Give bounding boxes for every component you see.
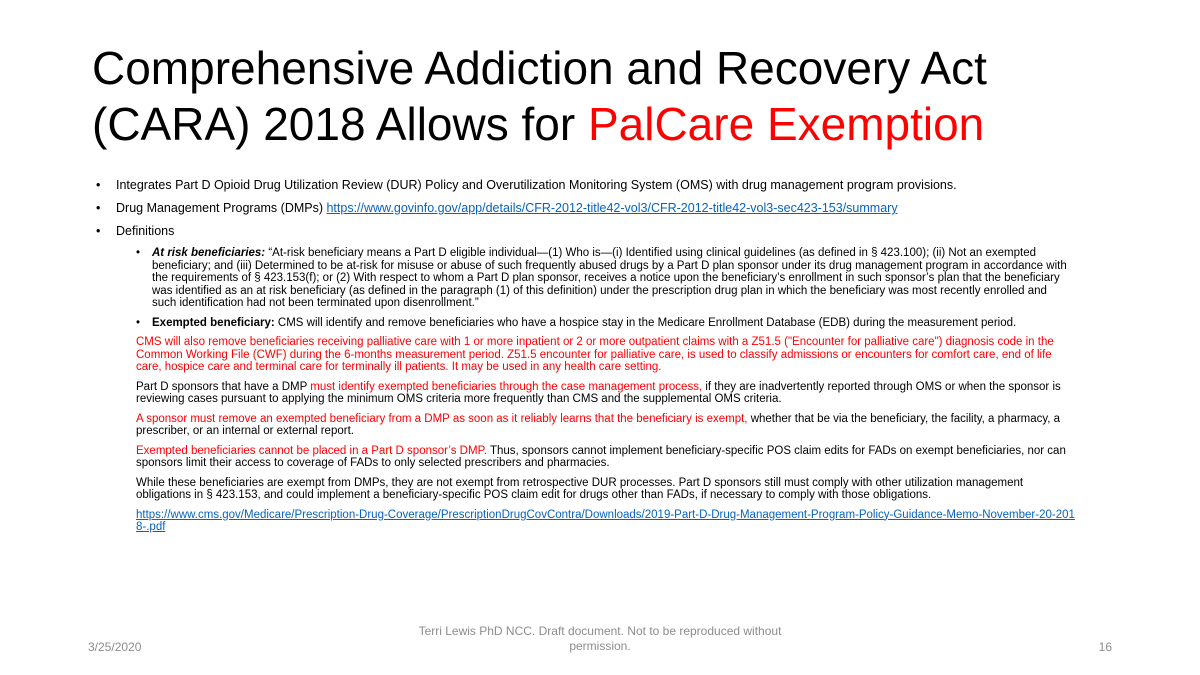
definition-exempted bbox=[136, 317, 1072, 330]
p4-highlight: Exempted beneficiaries cannot be placed in a Part D sponsor’s DMP. bbox=[136, 444, 487, 457]
slide-content bbox=[92, 178, 1132, 541]
title-accent: PalCare Exemption bbox=[587, 98, 985, 150]
sponsor-remove-paragraph bbox=[136, 413, 1076, 438]
bullet-dmps bbox=[92, 201, 1132, 216]
footer-page-number: 16 bbox=[1098, 640, 1112, 654]
p2-start: Part D sponsors that have a DMP bbox=[136, 380, 311, 393]
bullet-integrates: • Integrates Part D Opioid Drug Utilization Review (DUR) Policy and Overutilization Monitoring System (OMS) with drug management program provisions. bbox=[92, 178, 1132, 193]
exempted-text: CMS will identify and remove beneficiaries who have a hospice stay in the Medicare Enrollment Database (EDB) during the measurement period. bbox=[274, 316, 1017, 329]
exempted-cannot-paragraph bbox=[136, 445, 1076, 470]
p3-highlight: A sponsor must remove an exempted beneficiary from a DMP as soon as it reliably learns that the beneficiary is exempt, bbox=[136, 412, 748, 425]
govinfo-link[interactable]: https://www.govinfo.gov/app/details/CFR-2012-title42-vol3/CFR-2012-title42-vol3-sec423-153/summary bbox=[326, 201, 898, 215]
p4-end: Thus, sponsors cannot implement beneficiary-specific POS claim edits for FADs on exempt beneficiaries, nor can sponsors limit their access to coverage of FADs to only selected prescribers and pharmacies. bbox=[136, 444, 1066, 469]
p3-end: whether that be via the beneficiary, the facility, a pharmacy, a prescriber, or an internal or external report. bbox=[136, 412, 1061, 437]
dmps-label: Drug Management Programs (DMPs) bbox=[116, 201, 327, 215]
palliative-removal-paragraph: CMS will also remove beneficiaries receiving palliative care with 1 or more inpatient or 2 or more outpatient claims with a Z51.5 ("Encounter for palliative care") diagnosis code in the Common Working File (CWF) during the 6-months measurement period. Z51.5 encounter for palliative care, is used to classify admissions or encounters for comfort care, end of life care, hospice care and terminal care for terminally ill patients. It may be used in any health care setting. bbox=[136, 336, 1054, 373]
footer-author: Terri Lewis PhD NCC. Draft document. Not to be reproduced without permission. bbox=[418, 624, 782, 653]
slide-title bbox=[92, 40, 1132, 152]
title-main: Comprehensive Addiction and Recovery Act (CARA) 2018 Allows for bbox=[92, 42, 987, 150]
dmp-identify-paragraph bbox=[136, 381, 1076, 406]
cms-memo-link[interactable]: https://www.cms.gov/Medicare/Prescription-Drug-Coverage/PrescriptionDrugCovContra/Downloads/2019-Part-D-Drug-Management-Program-Policy-Guidance-Memo-November-20-2018-.pdf bbox=[136, 508, 1075, 533]
definition-at-risk bbox=[136, 247, 1072, 310]
footer-date: 3/25/2020 bbox=[88, 640, 142, 654]
p2-end: if they are inadvertently reported through OMS or when the sponsor is reviewing cases pursuant to applying the minimum OMS criteria more frequently than CMS and the supplemental OMS criteria. bbox=[136, 380, 1061, 405]
at-risk-text: “At-risk beneficiary means a Part D eligible individual—(1) Who is—(i) Identified using clinical guidelines (as defined in § 423.100); (ii) Not an exempted beneficiary; and (iii) Determined to be at-risk for misuse or abuse of such frequently abused drugs by a Part D plan sponsor under its drug management program in accordance with the requirements of § 423.153(f); or (2) With respect to whom a Part D plan sponsor, receives a notice upon the beneficiary’s enrollment in such sponsor’s plan that the beneficiary was identified as an at risk beneficiary (as defined in the paragraph (1) of this definition) under the prescription drug plan in which the beneficiary was most recently enrolled and such identification had not been terminated upon disenrollment.” bbox=[152, 247, 1067, 309]
cms-memo-link-wrap bbox=[136, 509, 1076, 534]
p2-highlight: must identify exempted beneficiaries through the case management process, bbox=[310, 380, 703, 393]
at-risk-term: At risk beneficiaries: bbox=[152, 247, 266, 259]
retrospective-dur-paragraph: While these beneficiaries are exempt from DMPs, they are not exempt from retrospective DUR processes. Part D sponsors still must comply with other utilization management obligations in § 423.153, and could implement a beneficiary-specific POS claim edit for drugs other than FADs, if necessary to comply with those obligations. bbox=[136, 476, 1024, 501]
exempted-term: Exempted beneficiary: bbox=[152, 316, 275, 329]
bullet-definitions: • Definitions bbox=[92, 224, 1132, 239]
